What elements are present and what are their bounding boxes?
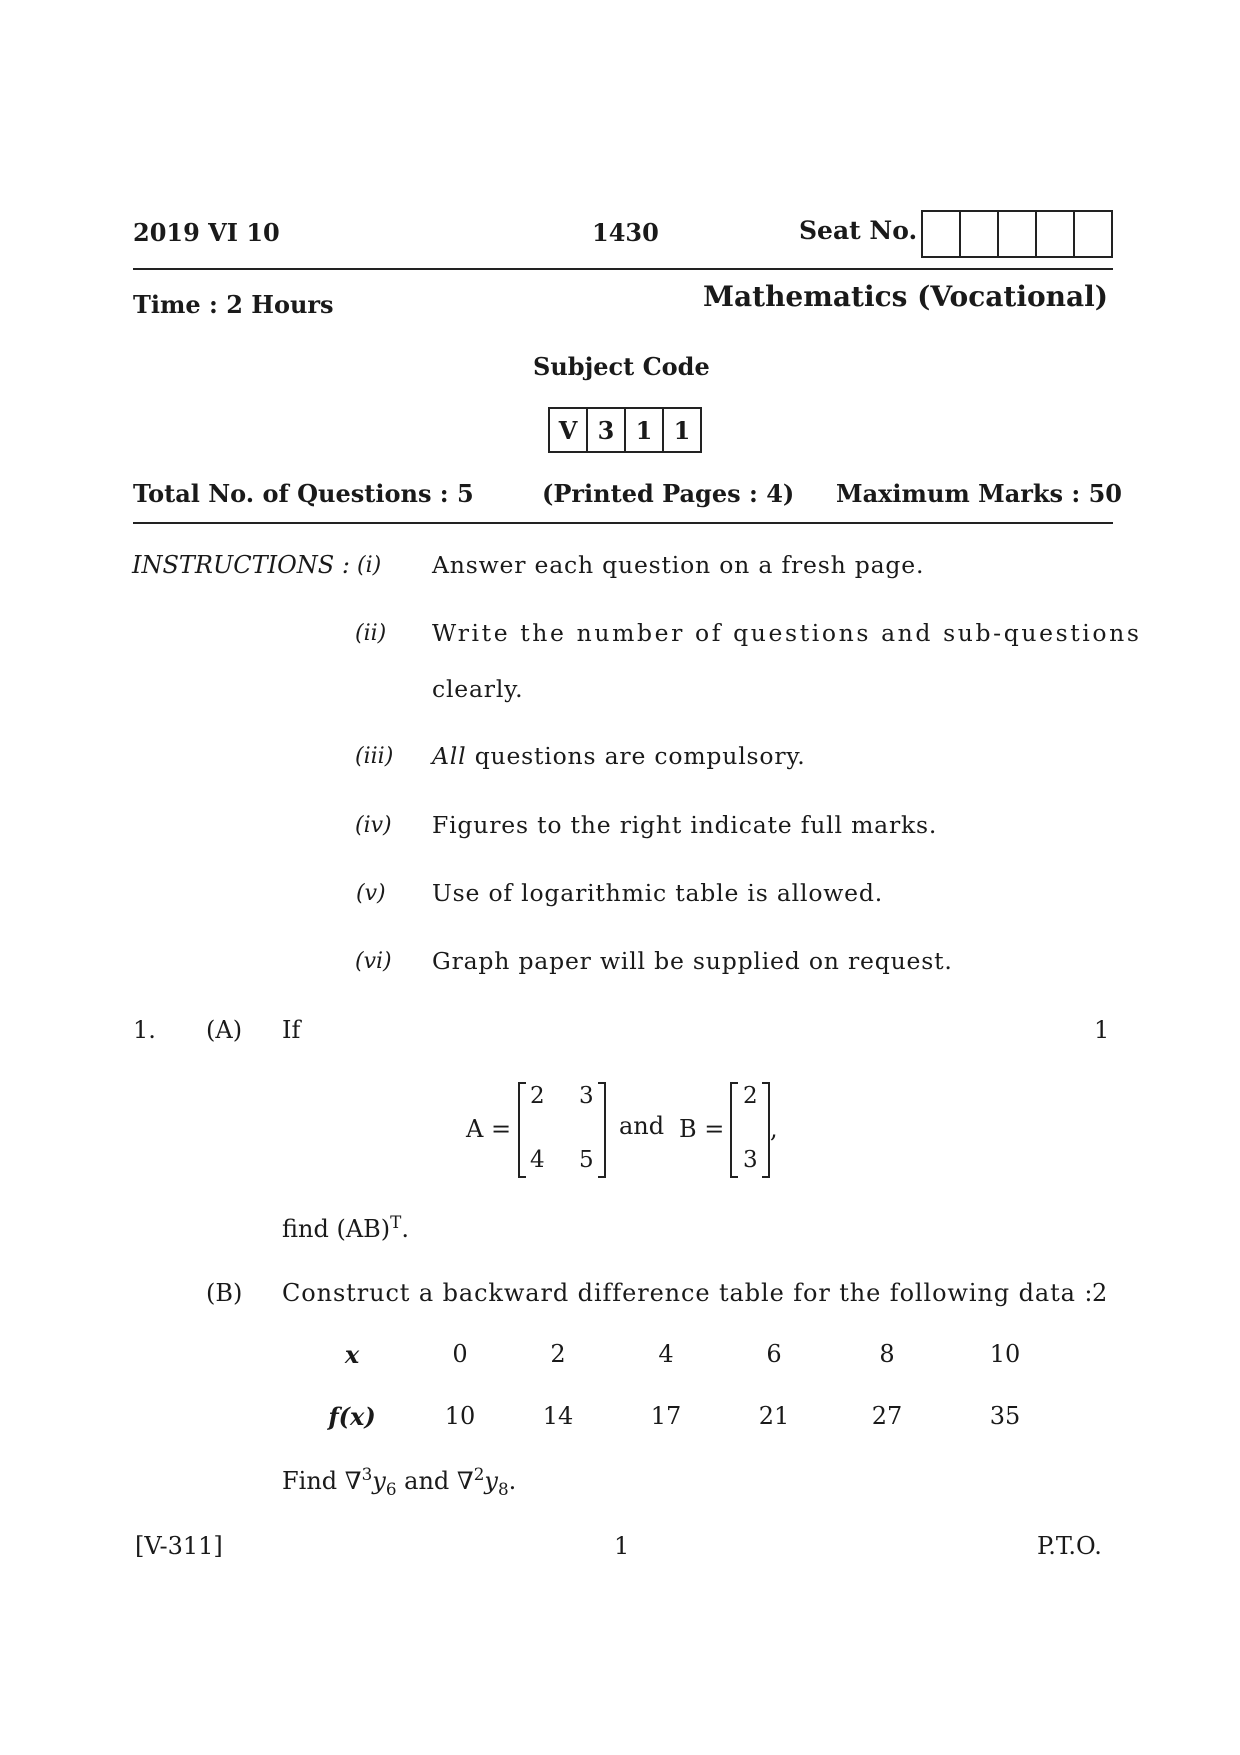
subject-code-char: 1: [626, 409, 664, 451]
part-a-text: If: [282, 1016, 301, 1044]
seat-box: [1075, 212, 1111, 256]
table-x-value: 8: [879, 1340, 895, 1368]
question-number: 1.: [133, 1016, 156, 1044]
matrix-and: and: [619, 1112, 665, 1140]
exam-code: 2019 VI 10: [133, 218, 280, 247]
subject-code-boxes: [548, 407, 702, 453]
instruction-text-continued: clearly.: [432, 675, 524, 703]
instruction-number: (ii): [355, 621, 387, 646]
matrix-comma: ,: [770, 1115, 778, 1143]
matrix-a-cell: 3: [579, 1083, 594, 1109]
instruction-number: (vi): [355, 949, 392, 974]
table-x-value: 0: [452, 1340, 468, 1368]
table-x-label: x: [344, 1340, 360, 1369]
time-allowed: Time : 2 Hours: [133, 290, 334, 319]
subject-code-label: Subject Code: [533, 352, 710, 381]
header-rule: [133, 268, 1113, 270]
seat-box: [1037, 212, 1075, 256]
total-questions: Total No. of Questions : 5: [133, 479, 474, 508]
page-number: 1: [614, 1532, 630, 1560]
matrix-b: [730, 1083, 770, 1177]
seat-label: Seat No.: [799, 216, 918, 245]
table-fx-label: f(x): [328, 1402, 376, 1431]
footer-code: [V-311]: [135, 1532, 223, 1560]
printed-pages: (Printed Pages : 4): [542, 479, 795, 508]
table-fx-value: 27: [871, 1402, 903, 1430]
instruction-number: (i): [357, 553, 382, 578]
matrix-a: [518, 1083, 606, 1177]
instruction-text: Graph paper will be supplied on request.: [432, 947, 953, 975]
instruction-text: Answer each question on a fresh page.: [432, 551, 925, 579]
header-rule-bottom: [133, 522, 1113, 524]
subject-title: Mathematics (Vocational): [703, 280, 1109, 313]
paper-number: 1430: [592, 218, 659, 247]
table-x-value: 6: [766, 1340, 782, 1368]
instructions-label: INSTRUCTIONS :: [132, 551, 350, 579]
table-fx-value: 35: [989, 1402, 1021, 1430]
instruction-text: Use of logarithmic table is allowed.: [432, 879, 883, 907]
matrix-b-label: B =: [679, 1115, 725, 1143]
table-fx-value: 10: [444, 1402, 476, 1430]
subject-code-char: 1: [673, 415, 691, 445]
instruction-number: (v): [356, 881, 386, 906]
instruction-text: Write the number of questions and sub-questions: [432, 619, 1142, 647]
matrix-b-cell: 2: [743, 1083, 758, 1109]
subject-code-char: 3: [588, 409, 626, 451]
seat-box: [961, 212, 999, 256]
seat-box: [923, 212, 961, 256]
table-x-value: 10: [989, 1340, 1021, 1368]
maximum-marks: Maximum Marks : 50: [836, 479, 1123, 508]
matrix-a-cell: 5: [579, 1147, 594, 1173]
matrix-b-cell: 3: [743, 1147, 758, 1173]
table-fx-value: 21: [758, 1402, 790, 1430]
part-b-find: Find $\nabla^3y_6$ and $\nabla^2y_8$.: [282, 1464, 517, 1499]
seat-box: [999, 212, 1037, 256]
instruction-number: (iv): [355, 813, 392, 838]
instruction-text: All questions are compulsory.: [432, 742, 806, 770]
matrix-a-label: A =: [466, 1115, 512, 1143]
part-b-text: Construct a backward difference table for the following data :: [282, 1279, 1094, 1307]
seat-number-boxes: [921, 210, 1113, 258]
table-fx-value: 14: [542, 1402, 574, 1430]
part-b-label: (B): [206, 1279, 243, 1307]
matrix-a-cell: 2: [530, 1083, 545, 1109]
part-a-find: find (AB)$^T$.: [282, 1212, 409, 1243]
table-x-value: 2: [550, 1340, 566, 1368]
part-b-marks: 2: [1092, 1279, 1108, 1307]
instruction-number: (iii): [355, 744, 394, 769]
table-x-value: 4: [658, 1340, 674, 1368]
part-a-marks: 1: [1094, 1016, 1110, 1044]
part-a-label: (A): [206, 1016, 243, 1044]
subject-code-char: V: [550, 409, 588, 451]
table-fx-value: 17: [650, 1402, 682, 1430]
matrix-a-cell: 4: [530, 1147, 545, 1173]
please-turn-over: P.T.O.: [1037, 1532, 1102, 1560]
instruction-text: Figures to the right indicate full marks.: [432, 811, 938, 839]
